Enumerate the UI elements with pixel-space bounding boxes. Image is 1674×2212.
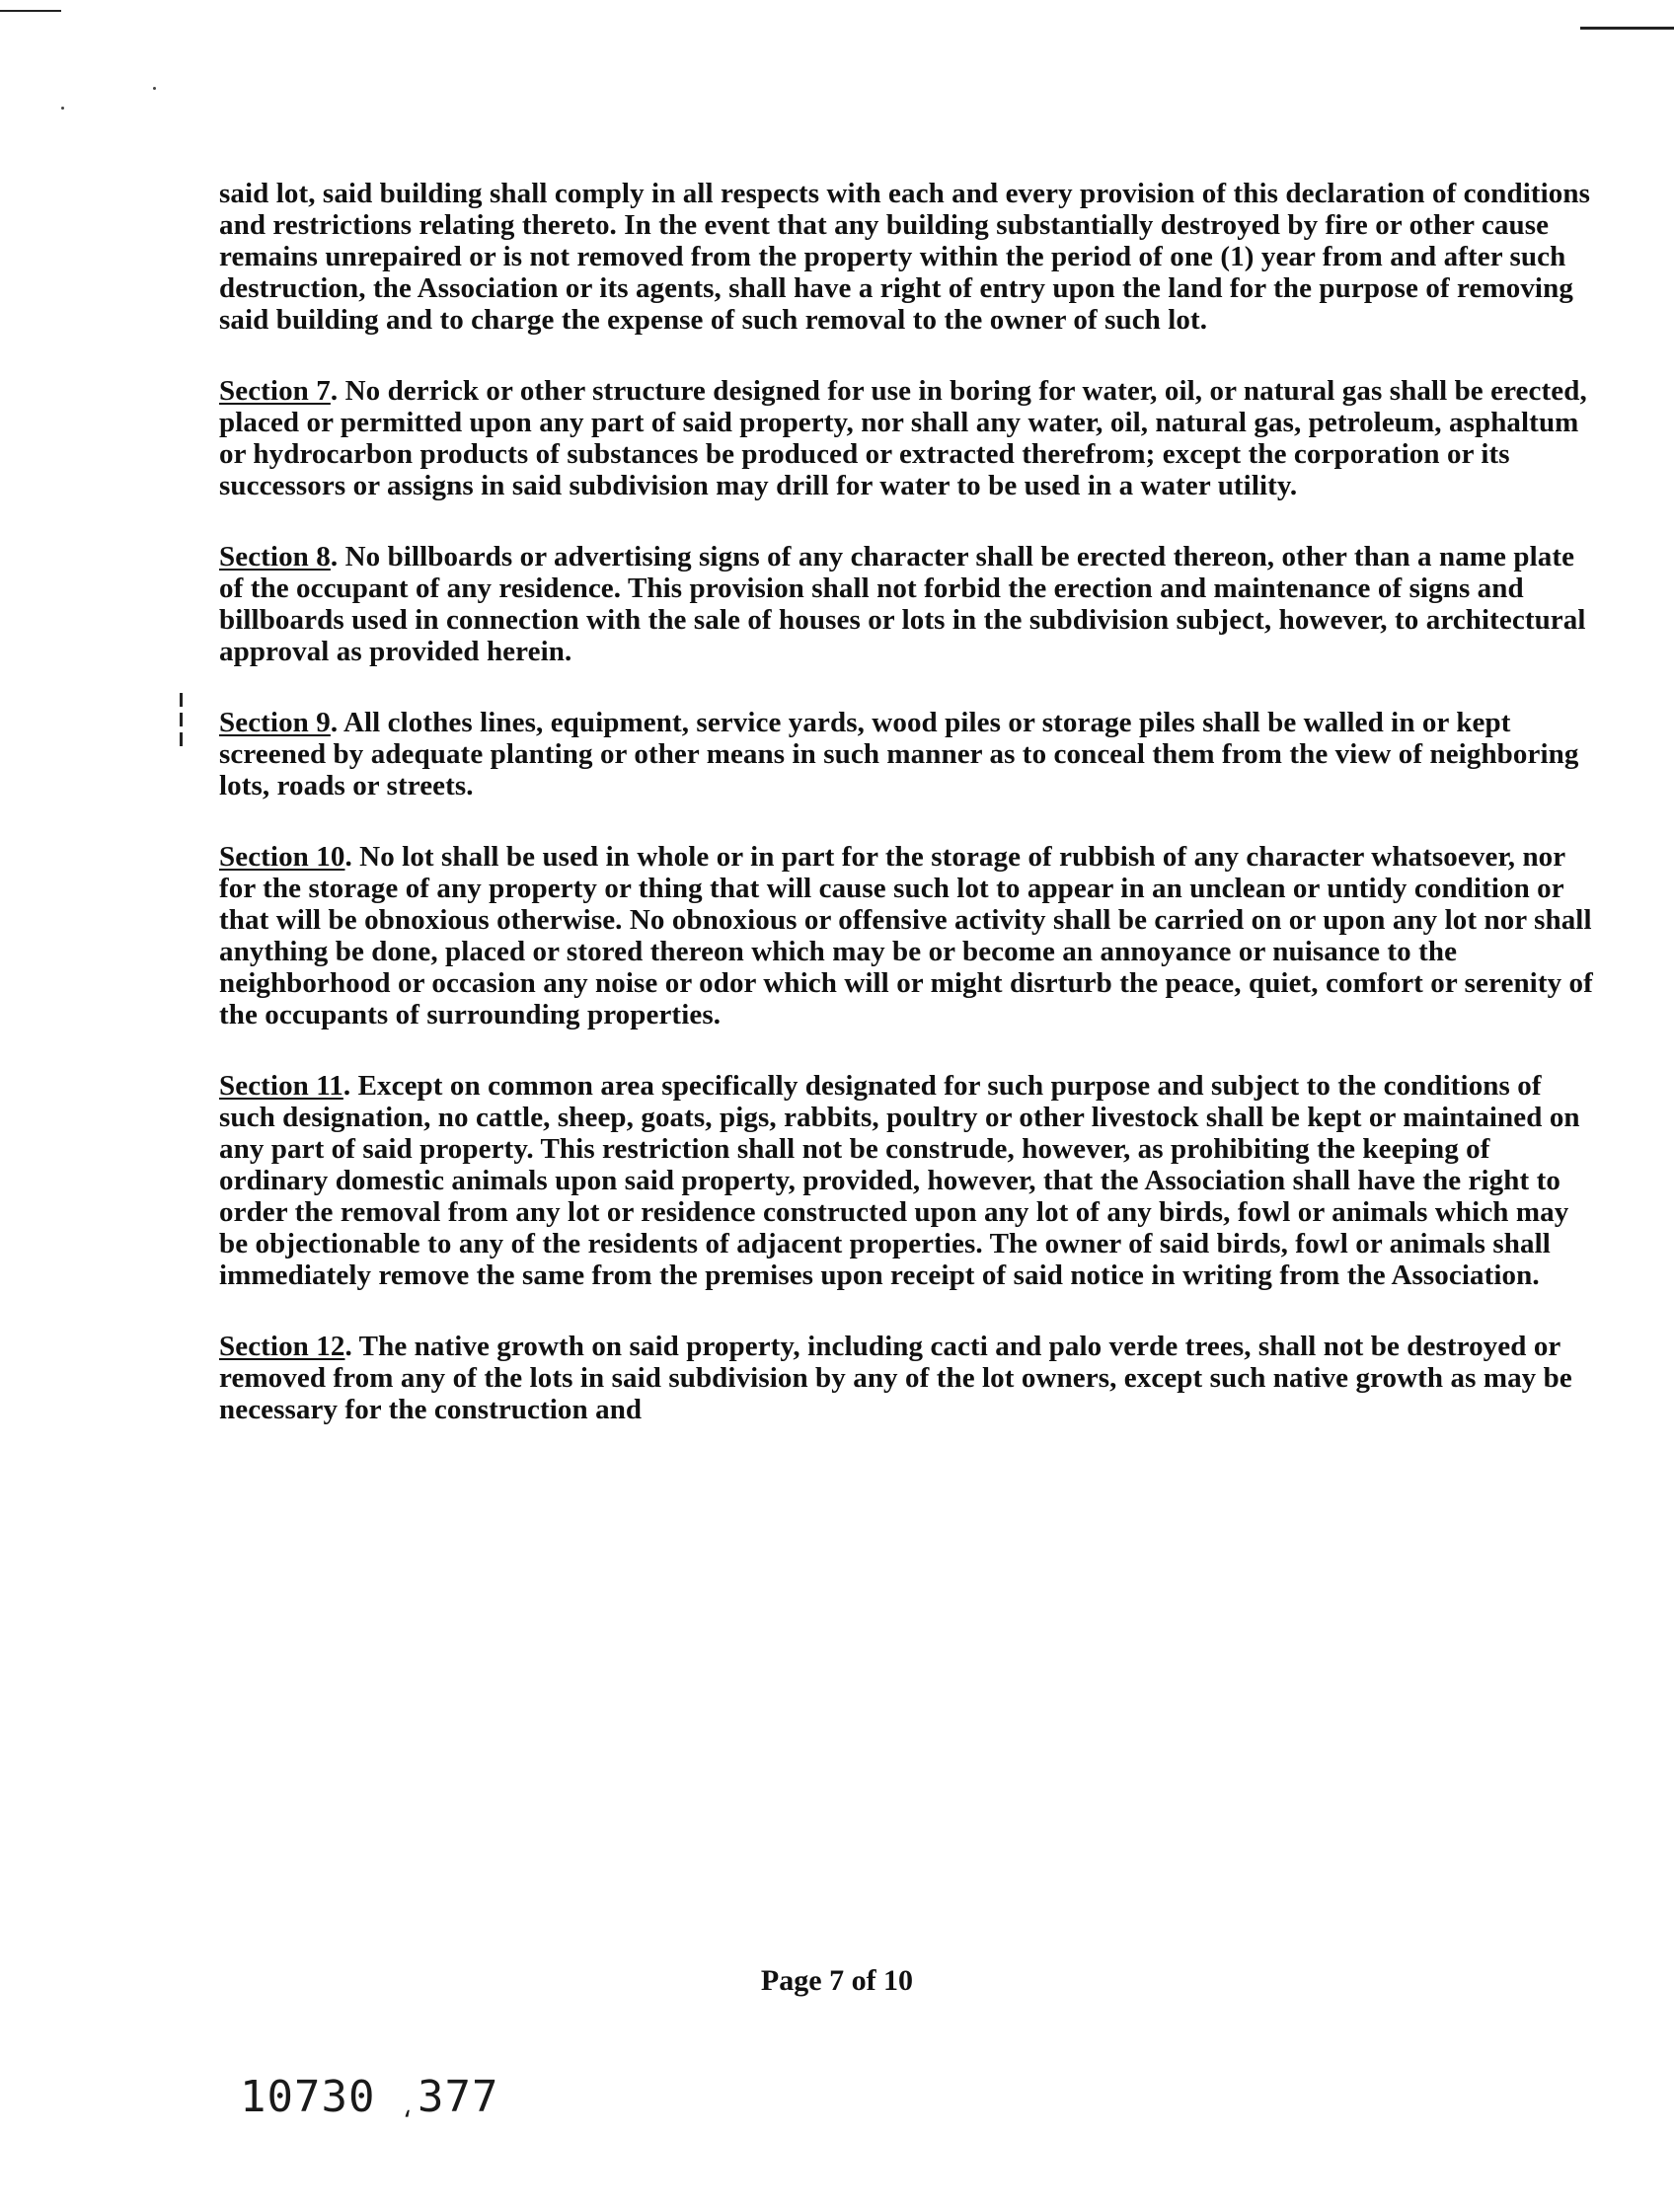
paragraph-text: . No billboards or advertising signs of any character shall be erected thereon, other than a name plate of the occupant of any residence. This provision shall not forbid the erection and maintenance of signs and billboards used in connection with the sale of houses or lots in the subdivision subject, however, to architectural approval as provided herein. xyxy=(219,541,1586,667)
docket-number: 10730 xyxy=(240,2072,376,2122)
paragraph-text: . No lot shall be used in whole or in part for the storage of rubbish of any character whatsoever, nor for the storage of any property or thing that will cause such lot to appear in an unclean or untidy condition or that will be obnoxious otherwise. No obnoxious or offensive activity shall be carried on or upon any lot nor shall anything be done, placed or stored thereon which may be or become an annoyance or nuisance to the neighborhood or occasion any noise or odor which will or might disrturb the peace, quiet, comfort or serenity of the occupants of surrounding properties. xyxy=(219,841,1593,1030)
paragraph-section-12 xyxy=(219,1331,1599,1425)
section-heading: Section 11 xyxy=(219,1070,343,1102)
page-number: Page 7 of 10 xyxy=(760,1964,914,1997)
section-heading: Section 7 xyxy=(219,375,331,407)
scan-speck xyxy=(61,107,64,110)
paragraph-text: . All clothes lines, equipment, service yards, wood piles or storage piles shall be walled in or kept screened by adequate planting or other means in such manner as to conceal them from the view of neighboring lots, roads or streets. xyxy=(219,707,1579,801)
margin-change-bar xyxy=(180,693,186,762)
paragraph-section-10 xyxy=(219,841,1599,1030)
section-heading: Section 10 xyxy=(219,841,345,873)
paragraph-section-11 xyxy=(219,1070,1599,1291)
scan-edge-mark-top-right xyxy=(1580,27,1674,30)
paragraph-text: said lot, said building shall comply in all respects with each and every provision of this declaration of conditions and restrictions relating thereto. In the event that any building substantially destroyed by fire or other cause remains unrepaired or is not removed from the property within the period of one (1) year from and after such destruction, the Association or its agents, shall have a right of entry upon the land for the purpose of removing said building and to charge the expense of such removal to the owner of such lot. xyxy=(219,178,1590,336)
paragraph-section-9 xyxy=(219,707,1599,801)
paragraph-text: . Except on common area specifically designated for such purpose and subject to the conditions of such designation, no cattle, sheep, goats, pigs, rabbits, poultry or other livestock shall be kept or maintained on any part of said property. This restriction shall not be construde, however, as prohibiting the keeping of ordinary domestic animals upon said property, provided, however, that the Association shall have the right to order the removal from any lot or residence constructed upon any lot of any birds, fowl or animals which may be objectionable to any of the residents of adjacent properties. The owner of said birds, fowl or animals shall immediately remove the same from the premises upon receipt of said notice in writing from the Association. xyxy=(219,1070,1580,1291)
section-heading: Section 8 xyxy=(219,541,331,572)
paragraph-section-8 xyxy=(219,541,1599,667)
paragraph-continuation xyxy=(219,178,1599,336)
paragraph-text: . The native growth on said property, including cacti and palo verde trees, shall not be destroyed or removed from any of the lots in said subdivision by any of the lot owners, except such native growth as may be necessary for the construction and xyxy=(219,1331,1572,1425)
document-body xyxy=(219,178,1599,1465)
record-page-number: 377 xyxy=(417,2072,499,2122)
stamp-separator: ⸲ xyxy=(403,2088,412,2120)
paragraph-section-7 xyxy=(219,375,1599,501)
recording-stamp xyxy=(240,2073,498,2129)
scan-speck xyxy=(153,87,156,90)
scan-edge-mark-top-left xyxy=(0,10,61,12)
section-heading: Section 12 xyxy=(219,1331,345,1362)
paragraph-text: . No derrick or other structure designed for use in boring for water, oil, or natural gas shall be erected, placed or permitted upon any part of said property, nor shall any water, oil, natural gas, petroleum, asphaltum or hydrocarbon products of substances be produced or extracted therefrom; except the corporation or its successors or assigns in said subdivision may drill for water to be used in a water utility. xyxy=(219,375,1587,501)
section-heading: Section 9 xyxy=(219,707,331,738)
